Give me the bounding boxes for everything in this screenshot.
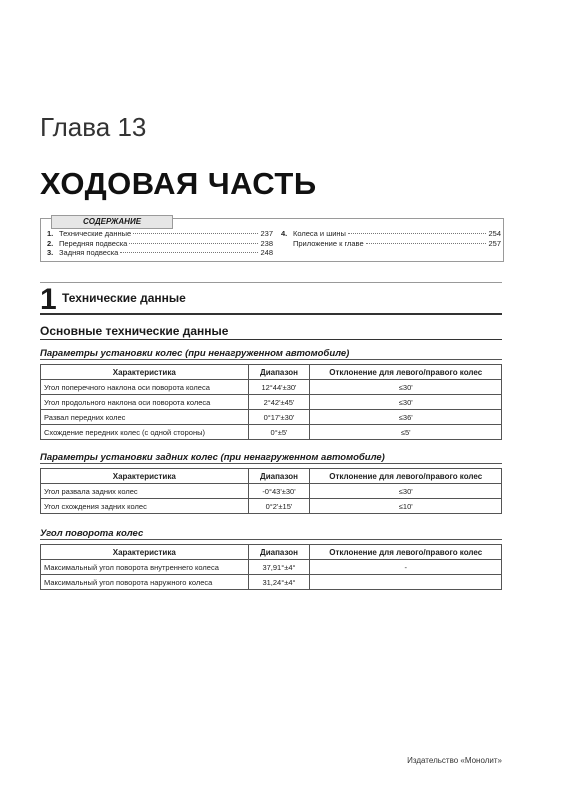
column-header: Отклонение для левого/правого колес (310, 469, 502, 484)
table-cell: Угол поперечного наклона оси поворота колеса (41, 380, 249, 395)
table-caption: Параметры установки задних колес (при ненагруженном автомобиле) (40, 452, 502, 464)
column-header: Отклонение для левого/правого колес (310, 545, 502, 560)
column-header: Диапазон (248, 545, 310, 560)
table-header-row (41, 545, 502, 560)
subsection-title: Основные технические данные (40, 324, 502, 340)
contents-left-column (47, 229, 273, 258)
table-cell: ≤5' (310, 425, 502, 440)
contents-item[interactable]: 2. Передняя подвеска 238 (47, 238, 273, 248)
table-cell: ≤30' (310, 380, 502, 395)
contents-heading: СОДЕРЖАНИЕ (51, 215, 173, 229)
table-row (41, 499, 502, 514)
section-title: Технические данные (62, 291, 186, 305)
section-number: 1 (40, 283, 57, 316)
column-header: Диапазон (248, 469, 310, 484)
table-row (41, 380, 502, 395)
table-caption: Параметры установки колес (при ненагруженном автомобиле) (40, 348, 502, 360)
table-row (41, 484, 502, 499)
table-cell: 0°2'±15' (248, 499, 310, 514)
contents-item[interactable]: Приложение к главе 257 (293, 238, 501, 248)
table-cell: ≤30' (310, 395, 502, 410)
table-cell: 31,24°±4° (248, 575, 310, 590)
table-cell: 37,91°±4° (248, 560, 310, 575)
table-cell: Угол схождения задних колес (41, 499, 249, 514)
table-cell: 12°44'±30' (248, 380, 310, 395)
table-row (41, 410, 502, 425)
table-cell: 0°17'±30' (248, 410, 310, 425)
table-row (41, 395, 502, 410)
contents-box (40, 218, 504, 262)
table-cell: Угол развала задних колес (41, 484, 249, 499)
contents-item[interactable]: 4. Колеса и шины 254 (281, 229, 501, 238)
table-cell: - (310, 560, 502, 575)
contents-item[interactable]: 3. Задняя подвеска 248 (47, 248, 273, 257)
table-cell (310, 575, 502, 590)
rear-wheel-alignment-table (40, 468, 502, 514)
table-cell: 0°±5' (248, 425, 310, 440)
table-cell: Схождение передних колес (с одной стороны) (41, 425, 249, 440)
contents-item[interactable]: 1. Технические данные 237 (47, 229, 273, 238)
chapter-label: Глава 13 (40, 112, 147, 142)
steering-angle-table (40, 544, 502, 590)
chapter-title: ХОДОВАЯ ЧАСТЬ (40, 166, 317, 201)
column-header: Диапазон (248, 365, 310, 380)
contents-right-column (281, 229, 501, 248)
table-cell: ≤30' (310, 484, 502, 499)
publisher-footer: Издательство «Монолит» (407, 756, 502, 765)
table-row (41, 575, 502, 590)
table-cell: Максимальный угол поворота наружного колеса (41, 575, 249, 590)
table-cell: Развал передних колес (41, 410, 249, 425)
table-caption: Угол поворота колес (40, 528, 502, 540)
table-row (41, 425, 502, 440)
table-header-row (41, 365, 502, 380)
table-cell: ≤36' (310, 410, 502, 425)
table-cell: Угол продольного наклона оси поворота колеса (41, 395, 249, 410)
table-row (41, 560, 502, 575)
column-header: Характеристика (41, 545, 249, 560)
table-header-row (41, 469, 502, 484)
front-wheel-alignment-table (40, 364, 502, 440)
table-cell: Максимальный угол поворота внутреннего колеса (41, 560, 249, 575)
column-header: Характеристика (41, 365, 249, 380)
column-header: Характеристика (41, 469, 249, 484)
section-header (40, 282, 502, 315)
table-cell: ≤10' (310, 499, 502, 514)
column-header: Отклонение для левого/правого колес (310, 365, 502, 380)
table-cell: -0°43'±30' (248, 484, 310, 499)
table-cell: 2°42'±45' (248, 395, 310, 410)
